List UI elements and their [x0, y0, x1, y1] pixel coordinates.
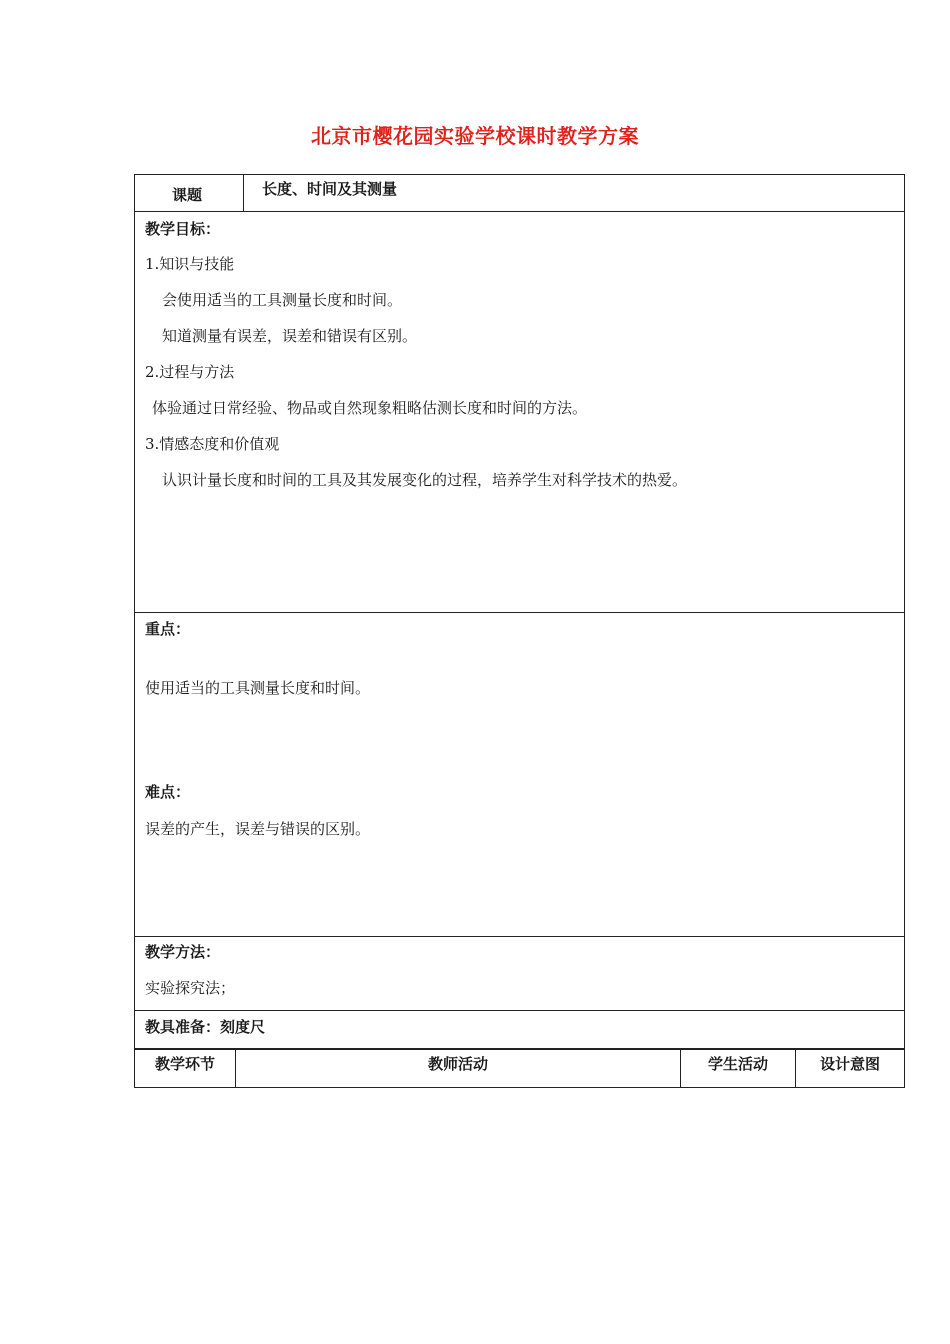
difficulties-text: 误差的产生，误差与错误的区别。: [145, 820, 371, 838]
key-points-text: 使用适当的工具测量长度和时间。: [145, 679, 371, 697]
difficulties-heading: 难点：: [145, 783, 191, 801]
objective-item: 2.过程与方法: [145, 363, 235, 381]
objective-item: 认识计量长度和时间的工具及其发展变化的过程，培养学生对科学技术的热爱。: [162, 471, 688, 489]
methods-text: 实验探究法；: [145, 979, 236, 997]
objective-item: 体验通过日常经验、物品或自然现象粗略估测长度和时间的方法。: [152, 399, 588, 417]
row-divider-topic: [134, 211, 905, 212]
row-divider-methods: [134, 1010, 905, 1011]
tools-text: 教具准备：刻度尺: [145, 1018, 266, 1036]
objective-item: 3.情感态度和价值观: [145, 435, 280, 453]
page-title: 北京市樱花园实验学校课时教学方案: [311, 124, 639, 148]
topic-value: 长度、时间及其测量: [262, 180, 398, 198]
methods-heading: 教学方法：: [145, 943, 221, 961]
column-header-design-intent: 设计意图: [819, 1055, 880, 1073]
topic-label: 课题: [172, 186, 203, 204]
column-header-student-activity: 学生活动: [707, 1055, 768, 1073]
objective-item: 1.知识与技能: [145, 255, 235, 273]
row-divider-objectives: [134, 612, 905, 613]
key-points-heading: 重点：: [145, 620, 191, 638]
objectives-heading: 教学目标：: [145, 220, 221, 238]
row-divider-keypoints: [134, 936, 905, 937]
objective-item: 会使用适当的工具测量长度和时间。: [162, 291, 403, 309]
column-header-teacher-activity: 教师活动: [427, 1055, 488, 1073]
column-header-stage: 教学环节: [154, 1055, 215, 1073]
objective-item: 知道测量有误差，误差和错误有区别。: [162, 327, 418, 345]
topic-divider: [243, 174, 244, 212]
